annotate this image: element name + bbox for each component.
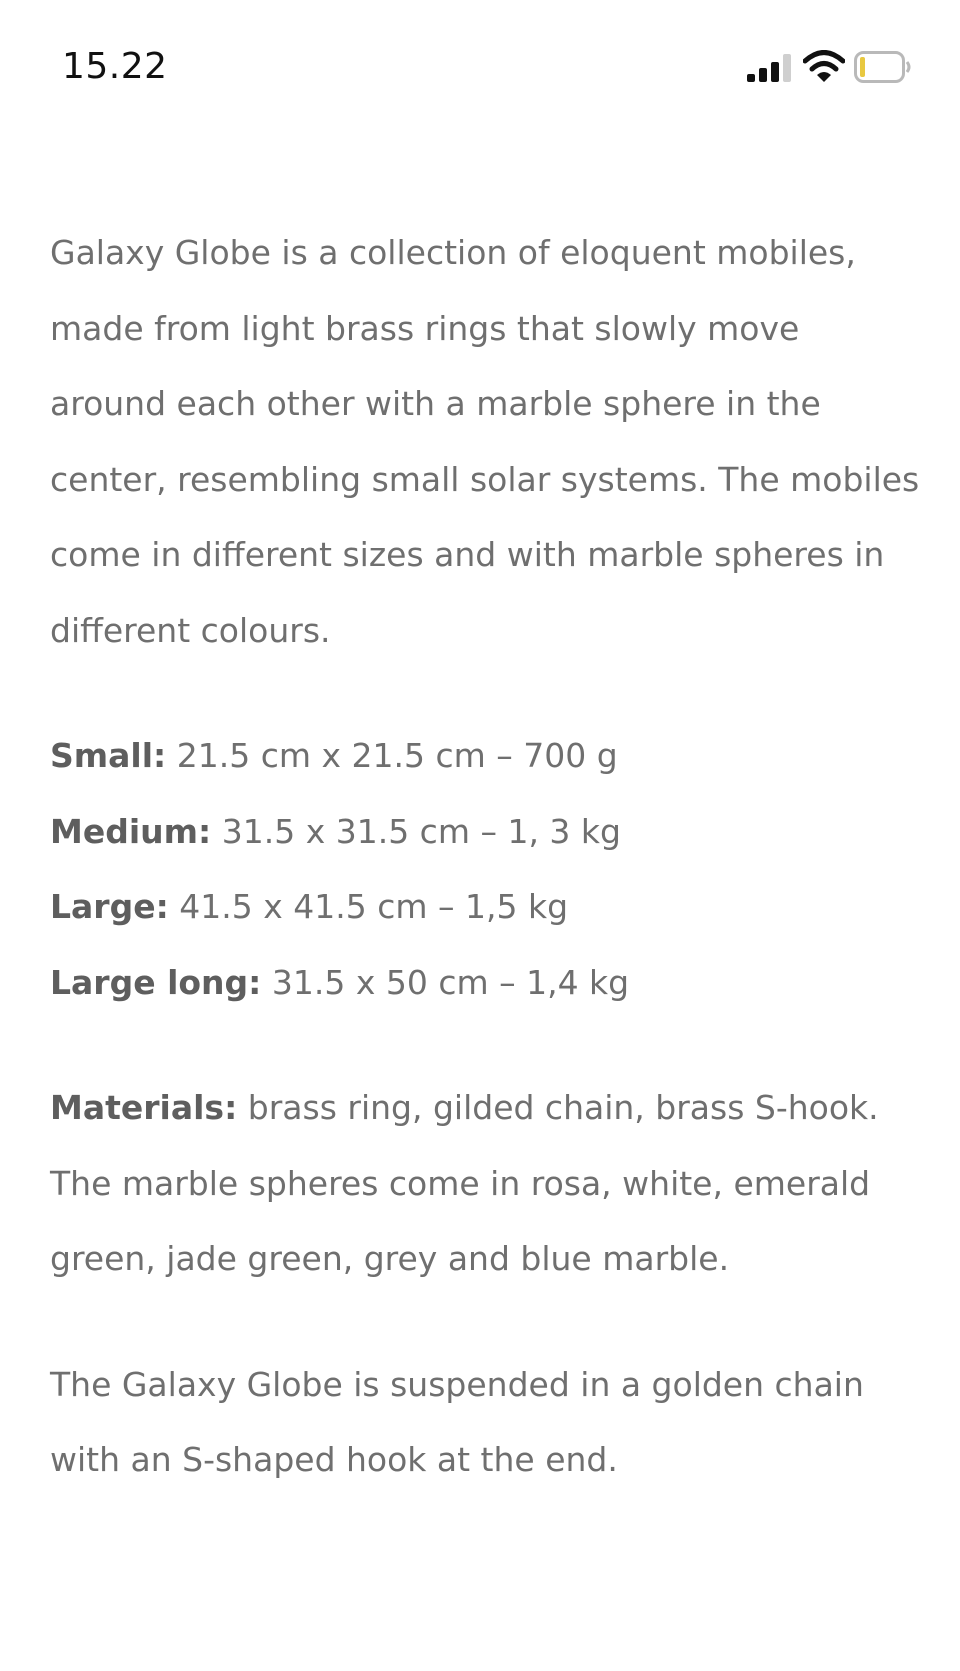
size-value: 31.5 x 31.5 cm – 1, 3 kg — [211, 811, 621, 851]
materials-paragraph — [50, 1070, 920, 1297]
size-label: Small: — [50, 736, 167, 775]
size-label: Medium: — [50, 811, 212, 851]
materials-label: Materials: — [50, 1088, 238, 1127]
size-label: Large: — [50, 887, 169, 926]
size-medium — [50, 794, 920, 870]
size-value: 41.5 x 41.5 cm – 1,5 kg — [168, 887, 569, 926]
intro-paragraph: Galaxy Globe is a collection of eloquent mobiles, made from light brass rings that slowly move around each other with a marble sphere in the center, resembling small solar systems. The mobiles come in different sizes and with marble spheres in different colours. — [50, 233, 920, 650]
size-value: 31.5 x 50 cm – 1,4 kg — [261, 962, 630, 1002]
status-bar — [0, 0, 960, 140]
size-value: 21.5 cm x 21.5 cm – 700 g — [166, 736, 618, 775]
wifi-icon — [803, 50, 845, 84]
size-small — [50, 718, 920, 794]
status-time: 15.22 — [62, 46, 168, 87]
size-label: Large long: — [50, 962, 262, 1002]
battery-icon — [854, 51, 912, 83]
signal-icon — [747, 54, 795, 82]
product-description — [50, 215, 920, 1498]
suspension-paragraph: The Galaxy Globe is suspended in a golden chain with an S-shaped hook at the end. — [50, 1364, 864, 1479]
materials-text: brass ring, gilded chain, brass S-hook. The marble spheres come in rosa, white, emerald green, jade green, grey and blue marble. — [50, 1088, 879, 1278]
size-large-long — [50, 945, 920, 1021]
size-large — [50, 869, 920, 945]
